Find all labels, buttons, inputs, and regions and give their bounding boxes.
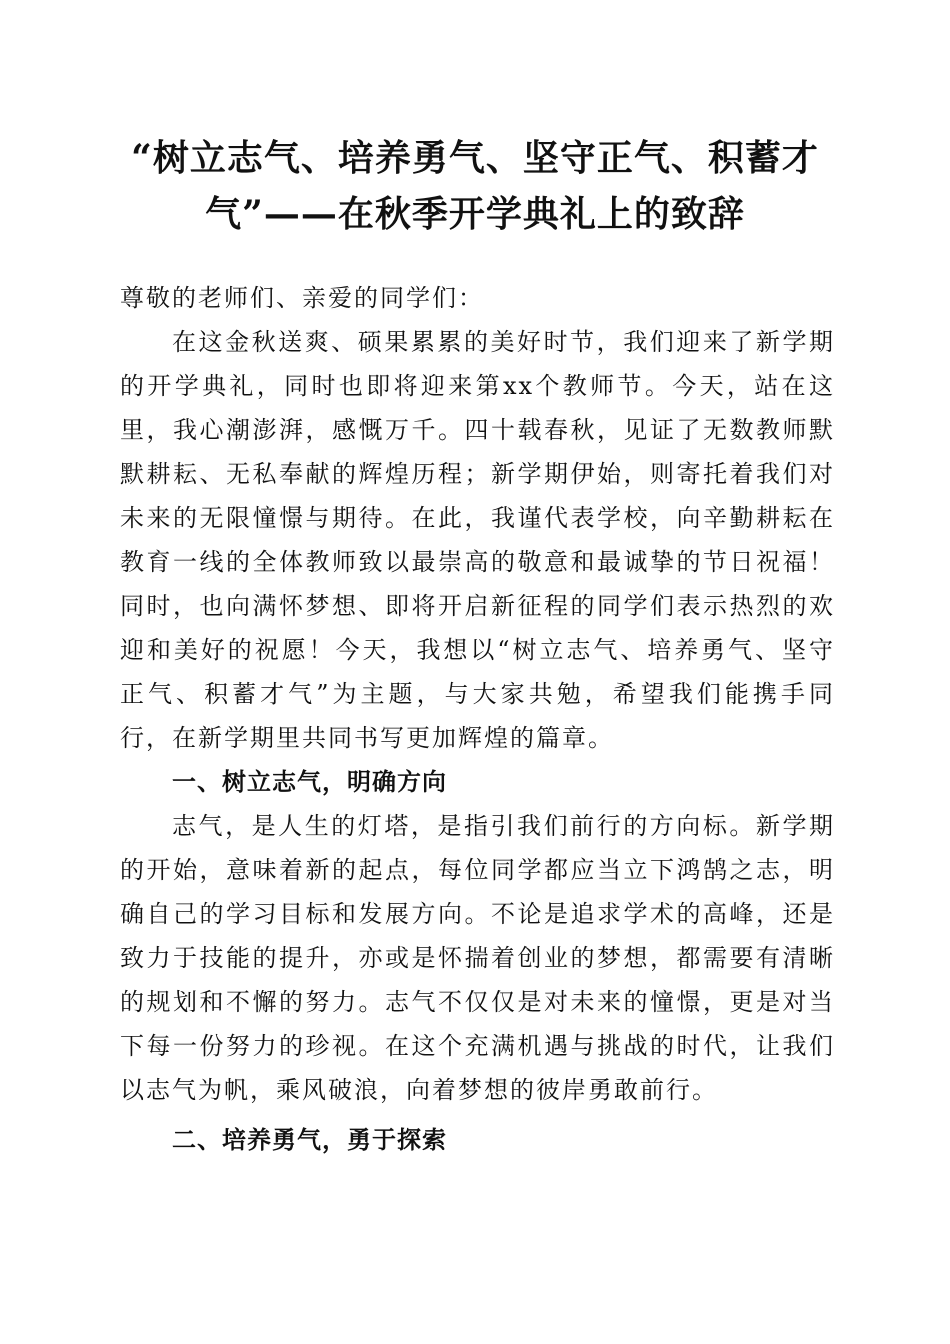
intro-paragraph: 在这金秋送爽、硕果累累的美好时节，我们迎来了新学期的开学典礼，同时也即将迎来第xx个教师节。今天，站在这里，我心潮澎湃，感慨万千。四十载春秋，见证了无数教师默默耕耘、无私奉献的辉煌历程；新学期伊始，则寄托着我们对未来的无限憧憬与期待。在此，我谨代表学校，向辛勤耕耘在教育一线的全体教师致以最崇高的敬意和最诚挚的节日祝福！同时，也向满怀梦想、即将开启新征程的同学们表示热烈的欢迎和美好的祝愿！今天，我想以“树立志气、培养勇气、坚守正气、积蓄才气”为主题，与大家共勉，希望我们能携手同行，在新学期里共同书写更加辉煌的篇章。 <box>120 328 835 752</box>
section-1-paragraph: 志气，是人生的灯塔，是指引我们前行的方向标。新学期的开始，意味着新的起点，每位同学都应当立下鸿鹄之志，明确自己的学习目标和发展方向。不论是追求学术的高峰，还是致力于技能的提升，亦或是怀揣着创业的梦想，都需要有清晰的规划和不懈的努力。志气不仅仅是对未来的憧憬，更是对当下每一份努力的珍视。在这个充满机遇与挑战的时代，让我们以志气为帆，乘风破浪，向着梦想的彼岸勇敢前行。 <box>120 812 835 1104</box>
document-title <box>120 130 830 242</box>
title-line-2: 气”——在秋季开学典礼上的致辞 <box>205 193 745 235</box>
section-1-heading: 一、树立志气，明确方向 <box>172 768 447 796</box>
document-body <box>120 276 835 1162</box>
section-2-heading: 二、培养勇气，勇于探索 <box>172 1126 447 1154</box>
salutation: 尊敬的老师们、亲爱的同学们： <box>120 284 484 312</box>
title-line-1: “树立志气、培养勇气、坚守正气、积蓄才 <box>131 137 819 179</box>
